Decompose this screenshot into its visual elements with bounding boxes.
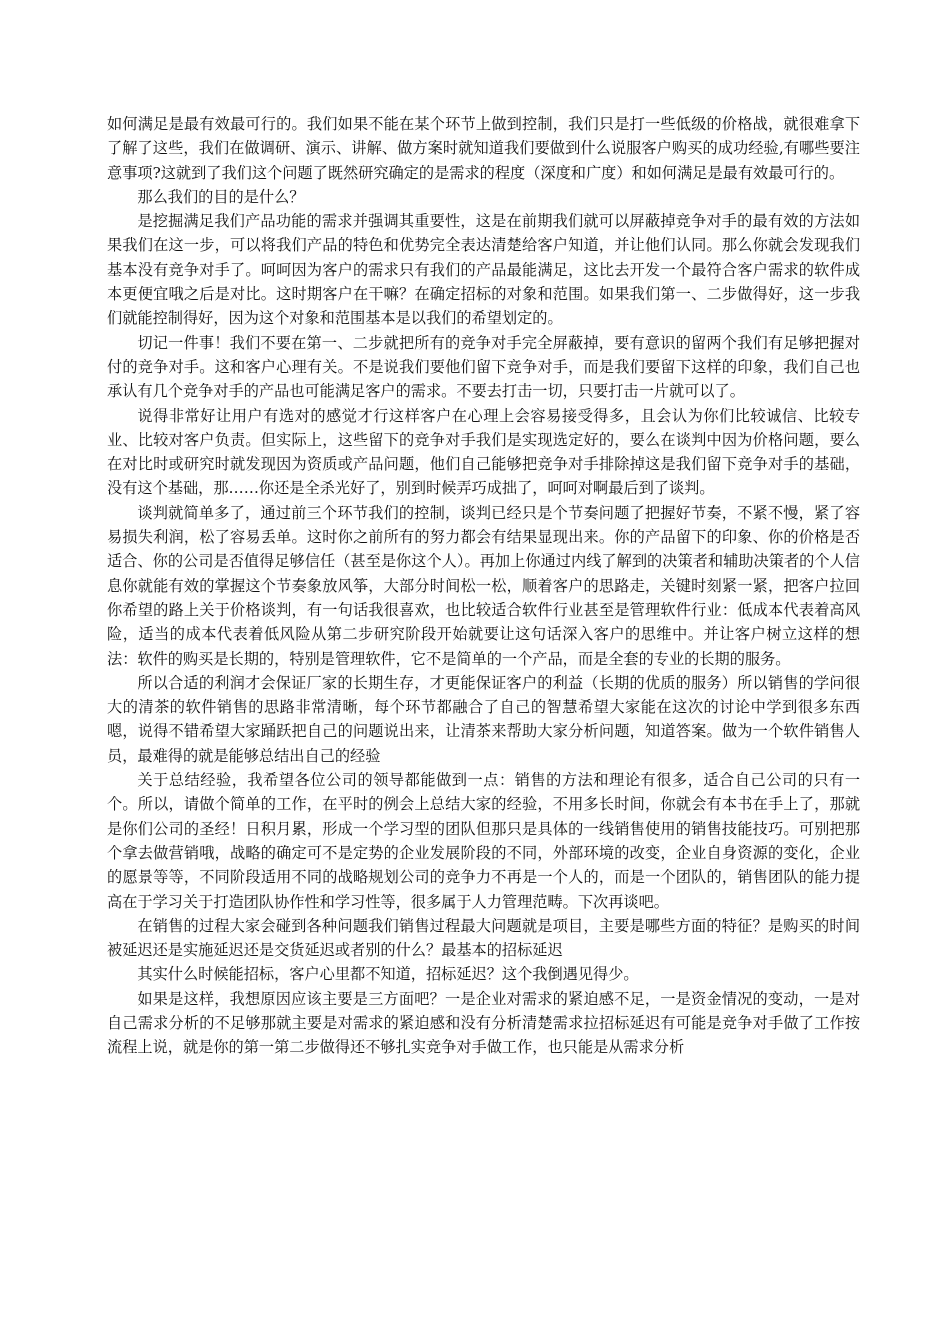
document-page [107, 112, 860, 1060]
paragraph: 切记一件事！我们不要在第一、二步就把所有的竞争对手完全屏蔽掉，要有意识的留两个我们有足够把握对付的竞争对手。这和客户心理有关。不是说我们要他们留下竞争对手，而是我们要留下这样的印象，我们自己也承认有几个竞争对手的产品也可能满足客户的需求。不要去打击一切，只要打击一片就可以了。 [107, 333, 860, 401]
paragraph: 是挖掘满足我们产品功能的需求并强调其重要性，这是在前期我们就可以屏蔽掉竞争对手的最有效的方法如果我们在这一步，可以将我们产品的特色和优势完全表达清楚给客户知道，并让他们认同。那么你就会发现我们基本没有竞争对手了。呵呵因为客户的需求只有我们的产品最能满足，这比去开发一个最符合客户需求的软件成本更便宜哦之后是对比。这时期客户在干嘛？在确定招标的对象和范围。如果我们第一、二步做得好，这一步我们就能控制得好，因为这个对象和范围基本是以我们的希望划定的。 [107, 212, 860, 328]
paragraph: 谈判就简单多了，通过前三个环节我们的控制，谈判已经只是个节奏问题了把握好节奏，不紧不慢，紧了容易损失利润，松了容易丢单。这时你之前所有的努力都会有结果显现出来。你的产品留下的印象、你的价格是否适合、你的公司是否值得足够信任（甚至是你这个人）。再加上你通过内线了解到的决策者和辅助决策者的个人信息你就能有效的掌握这个节奏象放风筝，大部分时间松一松，顺着客户的思路走，关键时刻紧一紧，把客户拉回你希望的路上关于价格谈判，有一句话我很喜欢，也比较适合软件行业甚至是管理软件行业：低成本代表着高风险，适当的成本代表着低风险从第二步研究阶段开始就要让这句话深入客户的思维中。并让客户树立这样的想法：软件的购买是长期的，特别是管理软件，它不是简单的一个产品，而是全套的专业的长期的服务。 [107, 503, 860, 668]
paragraph: 关于总结经验，我希望各位公司的领导都能做到一点：销售的方法和理论有很多，适合自己公司的只有一个。所以，请做个简单的工作，在平时的例会上总结大家的经验，不用多长时间，你就会有本书在手上了，那就是你们公司的圣经！日积月累，形成一个学习型的团队但那只是具体的一线销售使用的销售技能技巧。可别把那个拿去做营销哦，战略的确定可不是定势的企业发展阶段的不同，外部环境的改变，企业自身资源的变化，企业的愿景等等，不同阶段适用不同的战略规划公司的竞争力不再是一个人的，而是一个团队的，销售团队的能力提高在于学习关于打造团队协作性和学习性等，很多属于人力管理范畴。下次再谈吧。 [107, 771, 860, 911]
paragraph: 那么我们的目的是什么？ [137, 187, 305, 206]
paragraph: 如何满足是最有效最可行的。我们如果不能在某个环节上做到控制，我们只是打一些低级的价格战，就很难拿下了解了这些，我们在做调研、演示、讲解、做方案时就知道我们要做到什么说服客户购买的成功经验,有哪些要注意事项?这就到了我们这个问题了既然研究确定的是需求的程度（深度和广度）和如何满足是最有效最可行的。 [107, 115, 860, 182]
paragraph: 其实什么时候能招标，客户心里都不知道，招标延迟？这个我倒遇见得少。 [137, 965, 639, 984]
paragraph: 在销售的过程大家会碰到各种问题我们销售过程最大问题就是项目，主要是哪些方面的特征？是购买的时间被延迟还是实施延迟还是交货延迟或者别的什么？最基本的招标延迟 [107, 916, 860, 960]
paragraph: 所以合适的利润才会保证厂家的长期生存，才更能保证客户的利益（长期的优质的服务）所以销售的学问很大的清茶的软件销售的思路非常清晰，每个环节都融合了自己的智慧希望大家能在这次的讨论中学到很多东西嗯，说得不错希望大家踊跃把自己的问题说出来，让清茶来帮助大家分析问题，知道答案。做为一个软件销售人员，最难得的就是能够总结出自己的经验 [107, 673, 860, 765]
paragraph: 说得非常好让用户有选对的感觉才行这样客户在心理上会容易接受得多，且会认为你们比较诚信、比较专业、比较对客户负责。但实际上，这些留下的竞争对手我们是实现选定好的，要么在谈判中因为价格问题，要么在对比时或研究时就发现因为资质或产品问题，他们自己能够把竞争对手排除掉这是我们留下竞争对手的基础，没有这个基础，那……你还是全杀光好了，别到时候弄巧成拙了，呵呵对啊最后到了谈判。 [107, 406, 860, 498]
paragraph: 如果是这样，我想原因应该主要是三方面吧？一是企业对需求的紧迫感不足，一是资金情况的变动，一是对自己需求分析的不足够那就主要是对需求的紧迫感和没有分析清楚需求拉招标延迟有可能是竞争对手做了工作按流程上说，就是你的第一第二步做得还不够扎实竞争对手做工作，也只能是从需求分析 [107, 989, 860, 1057]
